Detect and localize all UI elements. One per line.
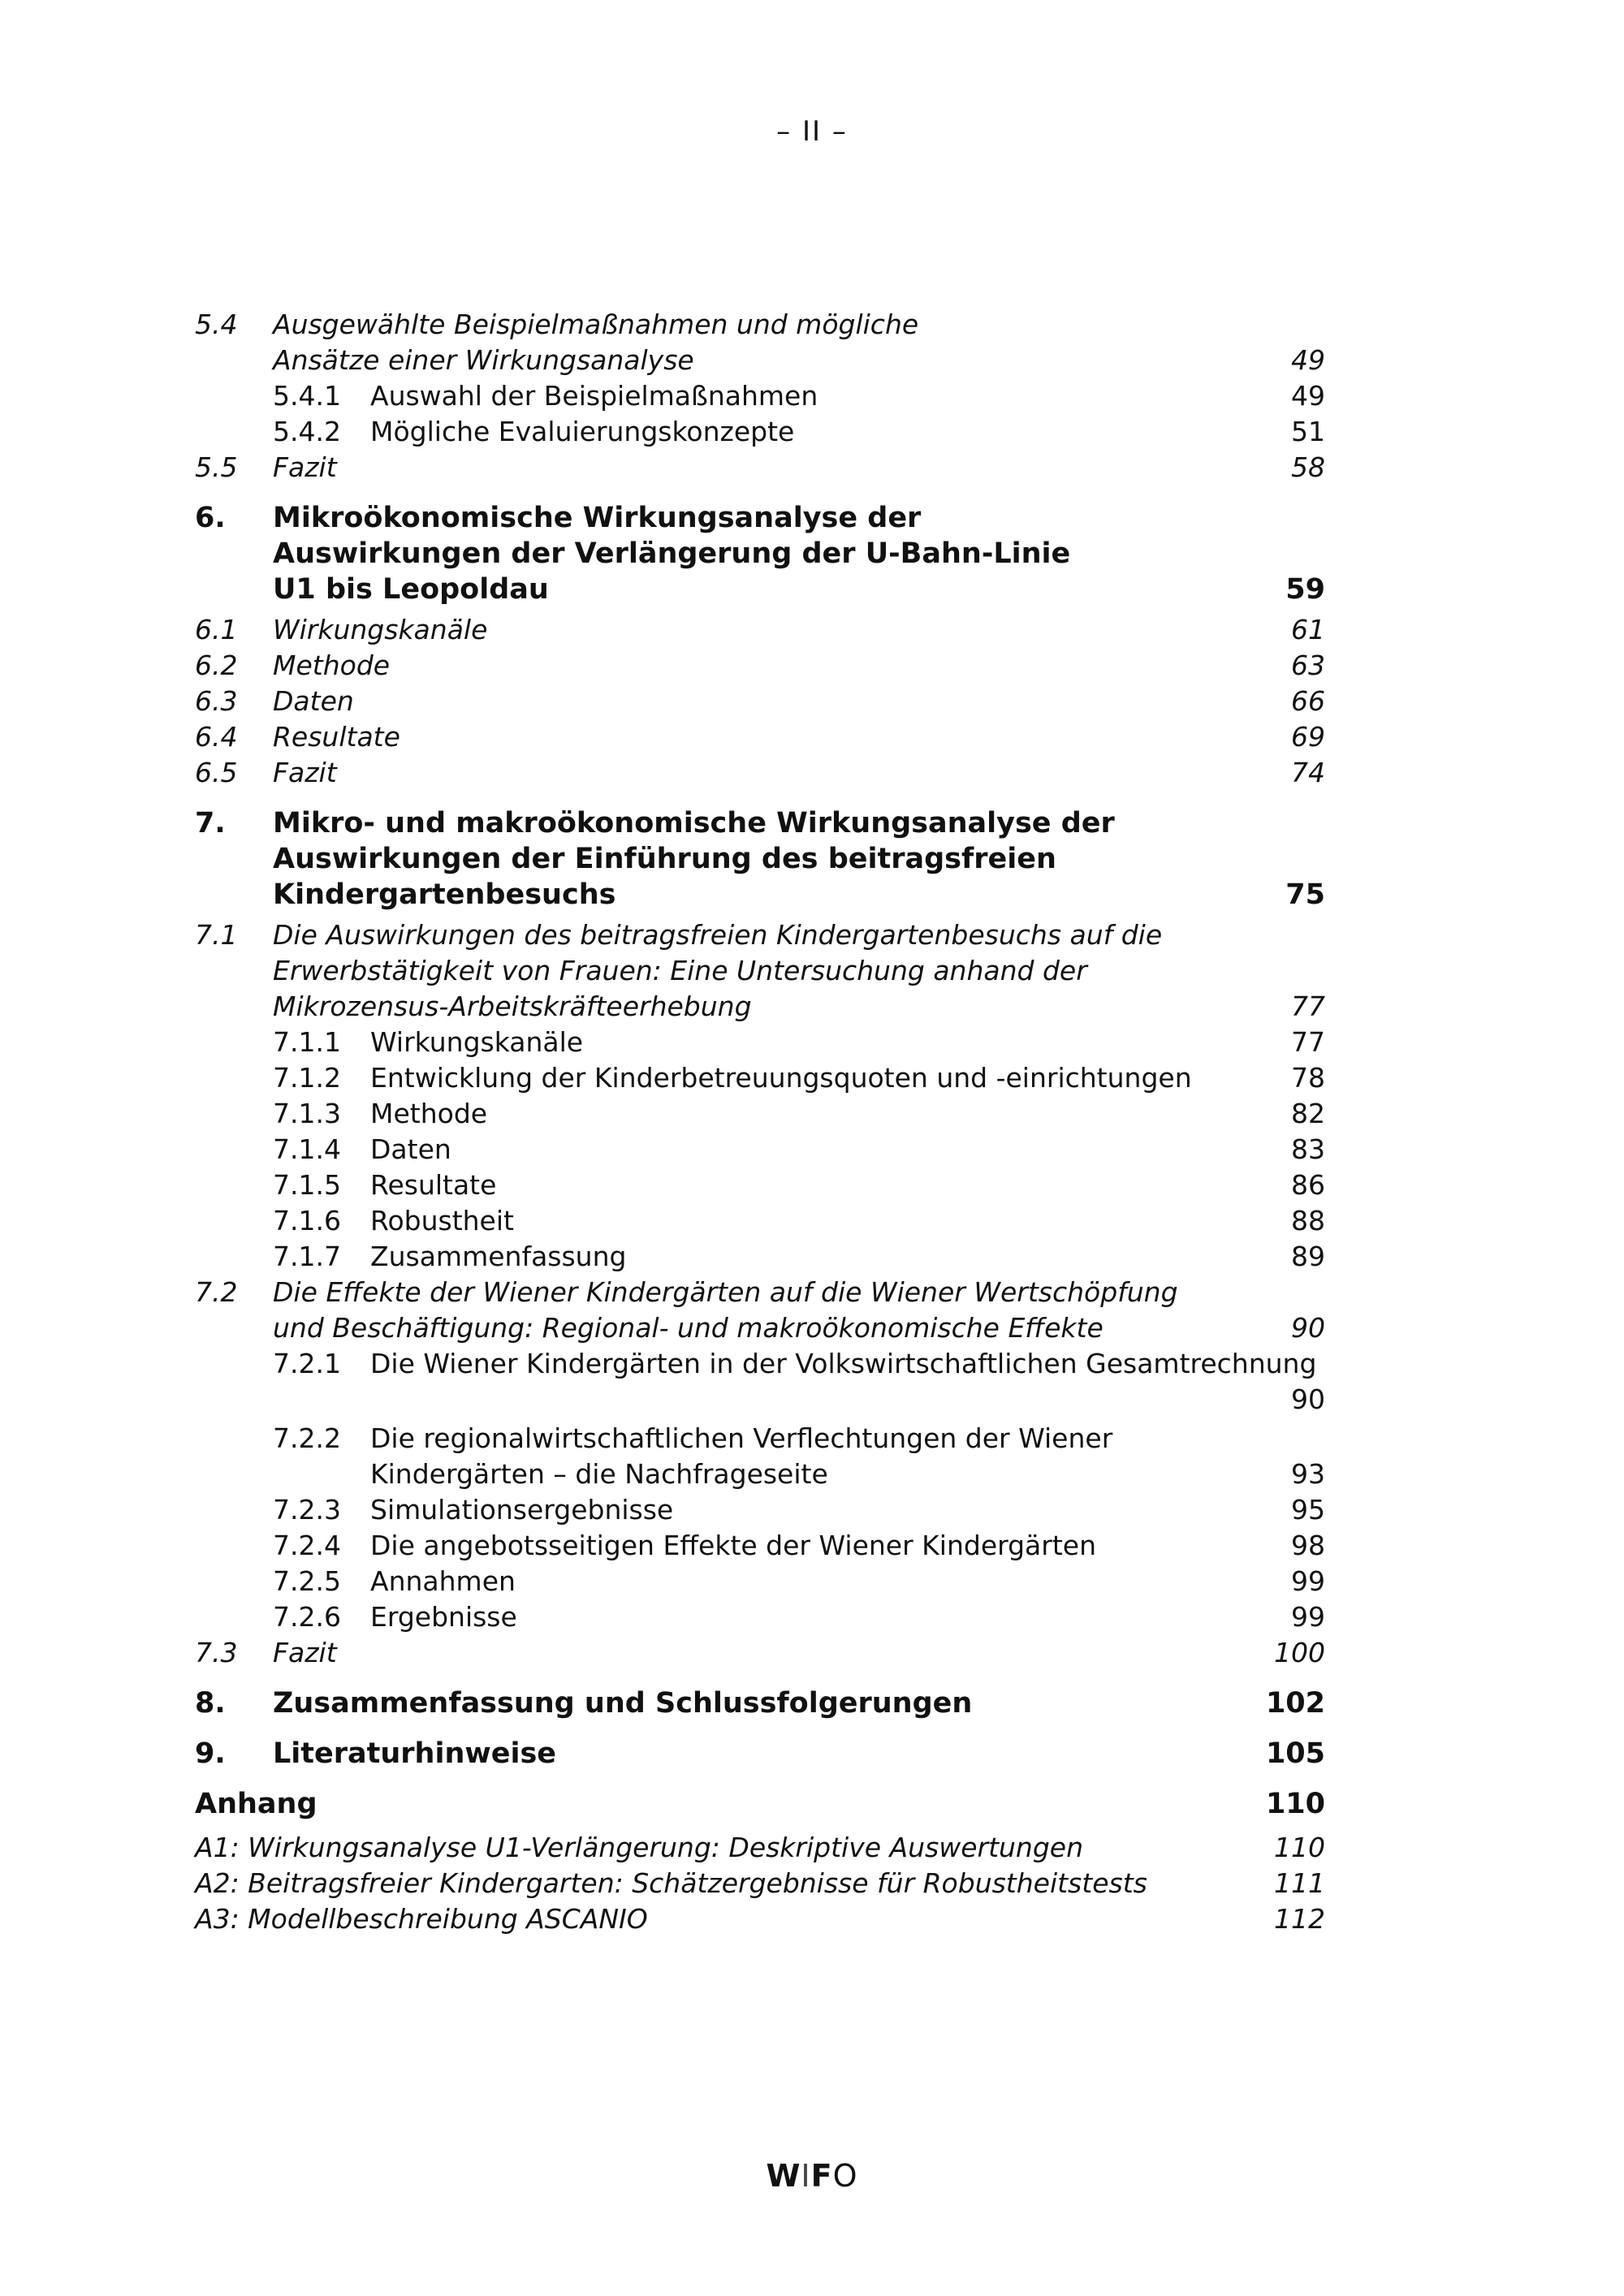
toc-title: Mögliche Evaluierungskonzepte [370,416,795,447]
toc-number: 7.2.6 [273,1601,341,1633]
toc-number: 6.1 [195,614,238,645]
toc-entry-7-1-3[interactable] [195,1096,1325,1132]
toc-page: 86 [1291,1169,1325,1201]
toc-title: Fazit [273,757,337,788]
toc-title: Entwicklung der Kinderbetreuungsquoten und -einrichtungen [370,1062,1192,1094]
toc-page: 51 [1291,416,1325,447]
toc-title: A1: Wirkungsanalyse U1-Verlängerung: Deskriptive Auswertungen [195,1832,1084,1863]
toc-entry-7-1-6[interactable] [195,1203,1325,1239]
toc-entry-7-1[interactable] [195,917,1325,1025]
toc-title: Methode [370,1098,488,1129]
toc-page: 58 [1291,451,1325,483]
toc-page: 49 [1291,344,1325,376]
toc-number: 7.1.3 [273,1098,341,1129]
toc-title: Wirkungskanäle [273,614,488,645]
toc-page: 77 [1291,990,1325,1022]
toc-number: 7.2.4 [273,1530,341,1561]
toc-number: 7.2.1 [273,1348,341,1379]
toc-title: Die angebotsseitigen Effekte der Wiener Kindergärten [370,1530,1096,1561]
toc-title: Literaturhinweise [273,1737,557,1770]
toc-title: Die Auswirkungen des beitragsfreien Kindergartenbesuchs auf die Erwerbstätigkeit von Frauen: Eine Untersuchung anhand der Mikrozensus-Arbeitskräfteerhebung [273,919,1163,1022]
toc-number: 7.2.5 [273,1565,341,1597]
toc-page: 49 [1291,380,1325,412]
toc-page: 63 [1291,650,1325,681]
toc-entry-7-2-1[interactable] [195,1346,1325,1418]
toc-page: 90 [1291,1383,1325,1415]
toc-entry-6-1[interactable] [195,612,1325,648]
toc-title: Daten [273,685,354,717]
toc-number: 6. [195,502,226,534]
toc-page: 93 [1291,1458,1325,1490]
toc-number: 8. [195,1687,226,1720]
toc-number: 7.1.1 [273,1026,341,1058]
toc-title: Wirkungskanäle [370,1026,584,1058]
toc-title: Simulationsergebnisse [370,1494,674,1526]
toc-number: 6.4 [195,721,238,753]
toc-entry-7-2[interactable] [195,1275,1325,1346]
toc-number: 7.1.7 [273,1241,341,1272]
wifo-logo [0,2158,1624,2194]
toc-title: Annahmen [370,1565,516,1597]
toc-entry-7-2-3[interactable] [195,1492,1325,1528]
toc-page: 99 [1291,1601,1325,1633]
toc-chapter-9[interactable] [195,1736,1325,1772]
toc-number: 7.1 [195,919,238,951]
toc-chapter-7[interactable] [195,805,1325,913]
toc-page: 98 [1291,1530,1325,1561]
logo-letter: I [801,2158,811,2194]
toc-page: 100 [1274,1637,1325,1668]
toc-entry-7-2-5[interactable] [195,1564,1325,1599]
logo-letter: W [766,2158,801,2194]
toc-entry-5-5[interactable] [195,450,1325,486]
toc-number: 5.4.2 [273,416,341,447]
toc-number: 5.4 [195,309,238,340]
toc-entry-7-2-2[interactable] [195,1421,1325,1492]
page-number: – II – [776,115,848,148]
toc-page: 110 [1274,1832,1325,1863]
toc-title: Mikro- und makroökonomische Wirkungsanalyse der Auswirkungen der Einführung des beitragsfreien Kindergartenbesuchs [273,807,1115,911]
toc-number: 7.2.2 [273,1422,341,1454]
toc-page: 89 [1291,1241,1325,1272]
toc-entry-7-1-4[interactable] [195,1132,1325,1167]
logo-letter: O [832,2158,858,2194]
toc-entry-7-3[interactable] [195,1635,1325,1671]
toc-title: Resultate [370,1169,497,1201]
toc-number: 7.1.6 [273,1205,341,1236]
toc-title: Zusammenfassung [370,1241,627,1272]
toc-number: 7.2.3 [273,1494,341,1526]
toc-entry-6-5[interactable] [195,755,1325,791]
toc-page: 61 [1291,614,1325,645]
toc-title: Ergebnisse [370,1601,517,1633]
toc-page: 105 [1265,1737,1325,1770]
toc-page: 112 [1274,1903,1325,1935]
toc-title: Die regionalwirtschaftlichen Verflechtungen der Wiener Kindergärten – die Nachfrageseite [370,1422,1113,1490]
toc-number: 7.1.4 [273,1133,341,1165]
toc-title: Resultate [273,721,400,753]
toc-page: 66 [1291,685,1325,717]
toc-page: 111 [1274,1867,1325,1899]
toc-chapter-6[interactable] [195,500,1325,607]
toc-entry-6-2[interactable] [195,648,1325,684]
toc-page: 74 [1291,757,1325,788]
toc-title: Fazit [273,451,337,483]
toc-entry-5-4-2[interactable] [195,414,1325,450]
toc-appendix-heading[interactable] [195,1786,1325,1822]
toc-entry-7-1-5[interactable] [195,1167,1325,1203]
toc-entry-6-3[interactable] [195,684,1325,719]
toc-number: 6.2 [195,650,238,681]
toc-entry-7-2-4[interactable] [195,1528,1325,1564]
toc-title: Die Effekte der Wiener Kindergärten auf die Wiener Wertschöpfung und Beschäftigung: Regional- und makroökonomische Effekte [273,1276,1178,1344]
toc-number: 7. [195,807,226,839]
toc-page: 82 [1291,1098,1325,1129]
toc-appendix-a2[interactable] [195,1866,1325,1901]
logo-letter: F [810,2158,833,2194]
toc-title: Zusammenfassung und Schlussfolgerungen [273,1687,973,1720]
toc-page: 59 [1285,573,1325,606]
toc-appendix-a1[interactable] [195,1830,1325,1866]
toc-appendix-a3[interactable] [195,1901,1325,1937]
toc-number: 7.2 [195,1276,238,1308]
toc-page: 88 [1291,1205,1325,1236]
toc-entry-7-1-1[interactable] [195,1025,1325,1060]
toc-page: 90 [1291,1312,1325,1344]
toc-page: 83 [1291,1133,1325,1165]
toc-chapter-8[interactable] [195,1685,1325,1721]
toc-title: Auswahl der Beispielmaßnahmen [370,380,818,412]
toc-page: 95 [1291,1494,1325,1526]
toc-number: 5.4.1 [273,380,341,412]
toc-title: Methode [273,650,391,681]
toc-title: Ausgewählte Beispielmaßnahmen und mögliche Ansätze einer Wirkungsanalyse [273,309,919,376]
toc-title: A2: Beitragsfreier Kindergarten: Schätzergebnisse für Robustheitstests [195,1867,1147,1899]
toc-number: 5.5 [195,451,238,483]
toc-number: 6.5 [195,757,238,788]
toc-entry-7-1-2[interactable] [195,1060,1325,1096]
toc-page: 77 [1291,1026,1325,1058]
toc-page: 69 [1291,721,1325,753]
toc-page: 99 [1291,1565,1325,1597]
toc-title: Mikroökonomische Wirkungsanalyse der Auswirkungen der Verlängerung der U-Bahn-Linie U1 bis Leopoldau [273,502,1071,606]
toc-title: Anhang [195,1788,317,1820]
toc-entry-6-4[interactable] [195,719,1325,755]
toc-entry-7-2-6[interactable] [195,1599,1325,1635]
toc-page: 102 [1265,1687,1325,1720]
toc-number: 7.3 [195,1637,238,1668]
toc-entry-5-4[interactable] [195,307,1325,378]
toc-title: Fazit [273,1637,337,1668]
toc-number: 6.3 [195,685,238,717]
toc-number: 7.1.5 [273,1169,341,1201]
toc-title: Daten [370,1133,451,1165]
toc-title: Robustheit [370,1205,514,1236]
toc-page: 110 [1265,1788,1325,1820]
toc-number: 7.1.2 [273,1062,341,1094]
toc-title: Die Wiener Kindergärten in der Volkswirtschaftlichen Gesamtrechnung [370,1348,1317,1379]
toc-entry-7-1-7[interactable] [195,1239,1325,1275]
toc-page: 75 [1285,878,1325,911]
toc-entry-5-4-1[interactable] [195,378,1325,414]
toc-title: A3: Modellbeschreibung ASCANIO [195,1903,648,1935]
toc-number: 9. [195,1737,226,1770]
toc-page: 78 [1291,1062,1325,1094]
table-of-contents [195,307,1325,1937]
